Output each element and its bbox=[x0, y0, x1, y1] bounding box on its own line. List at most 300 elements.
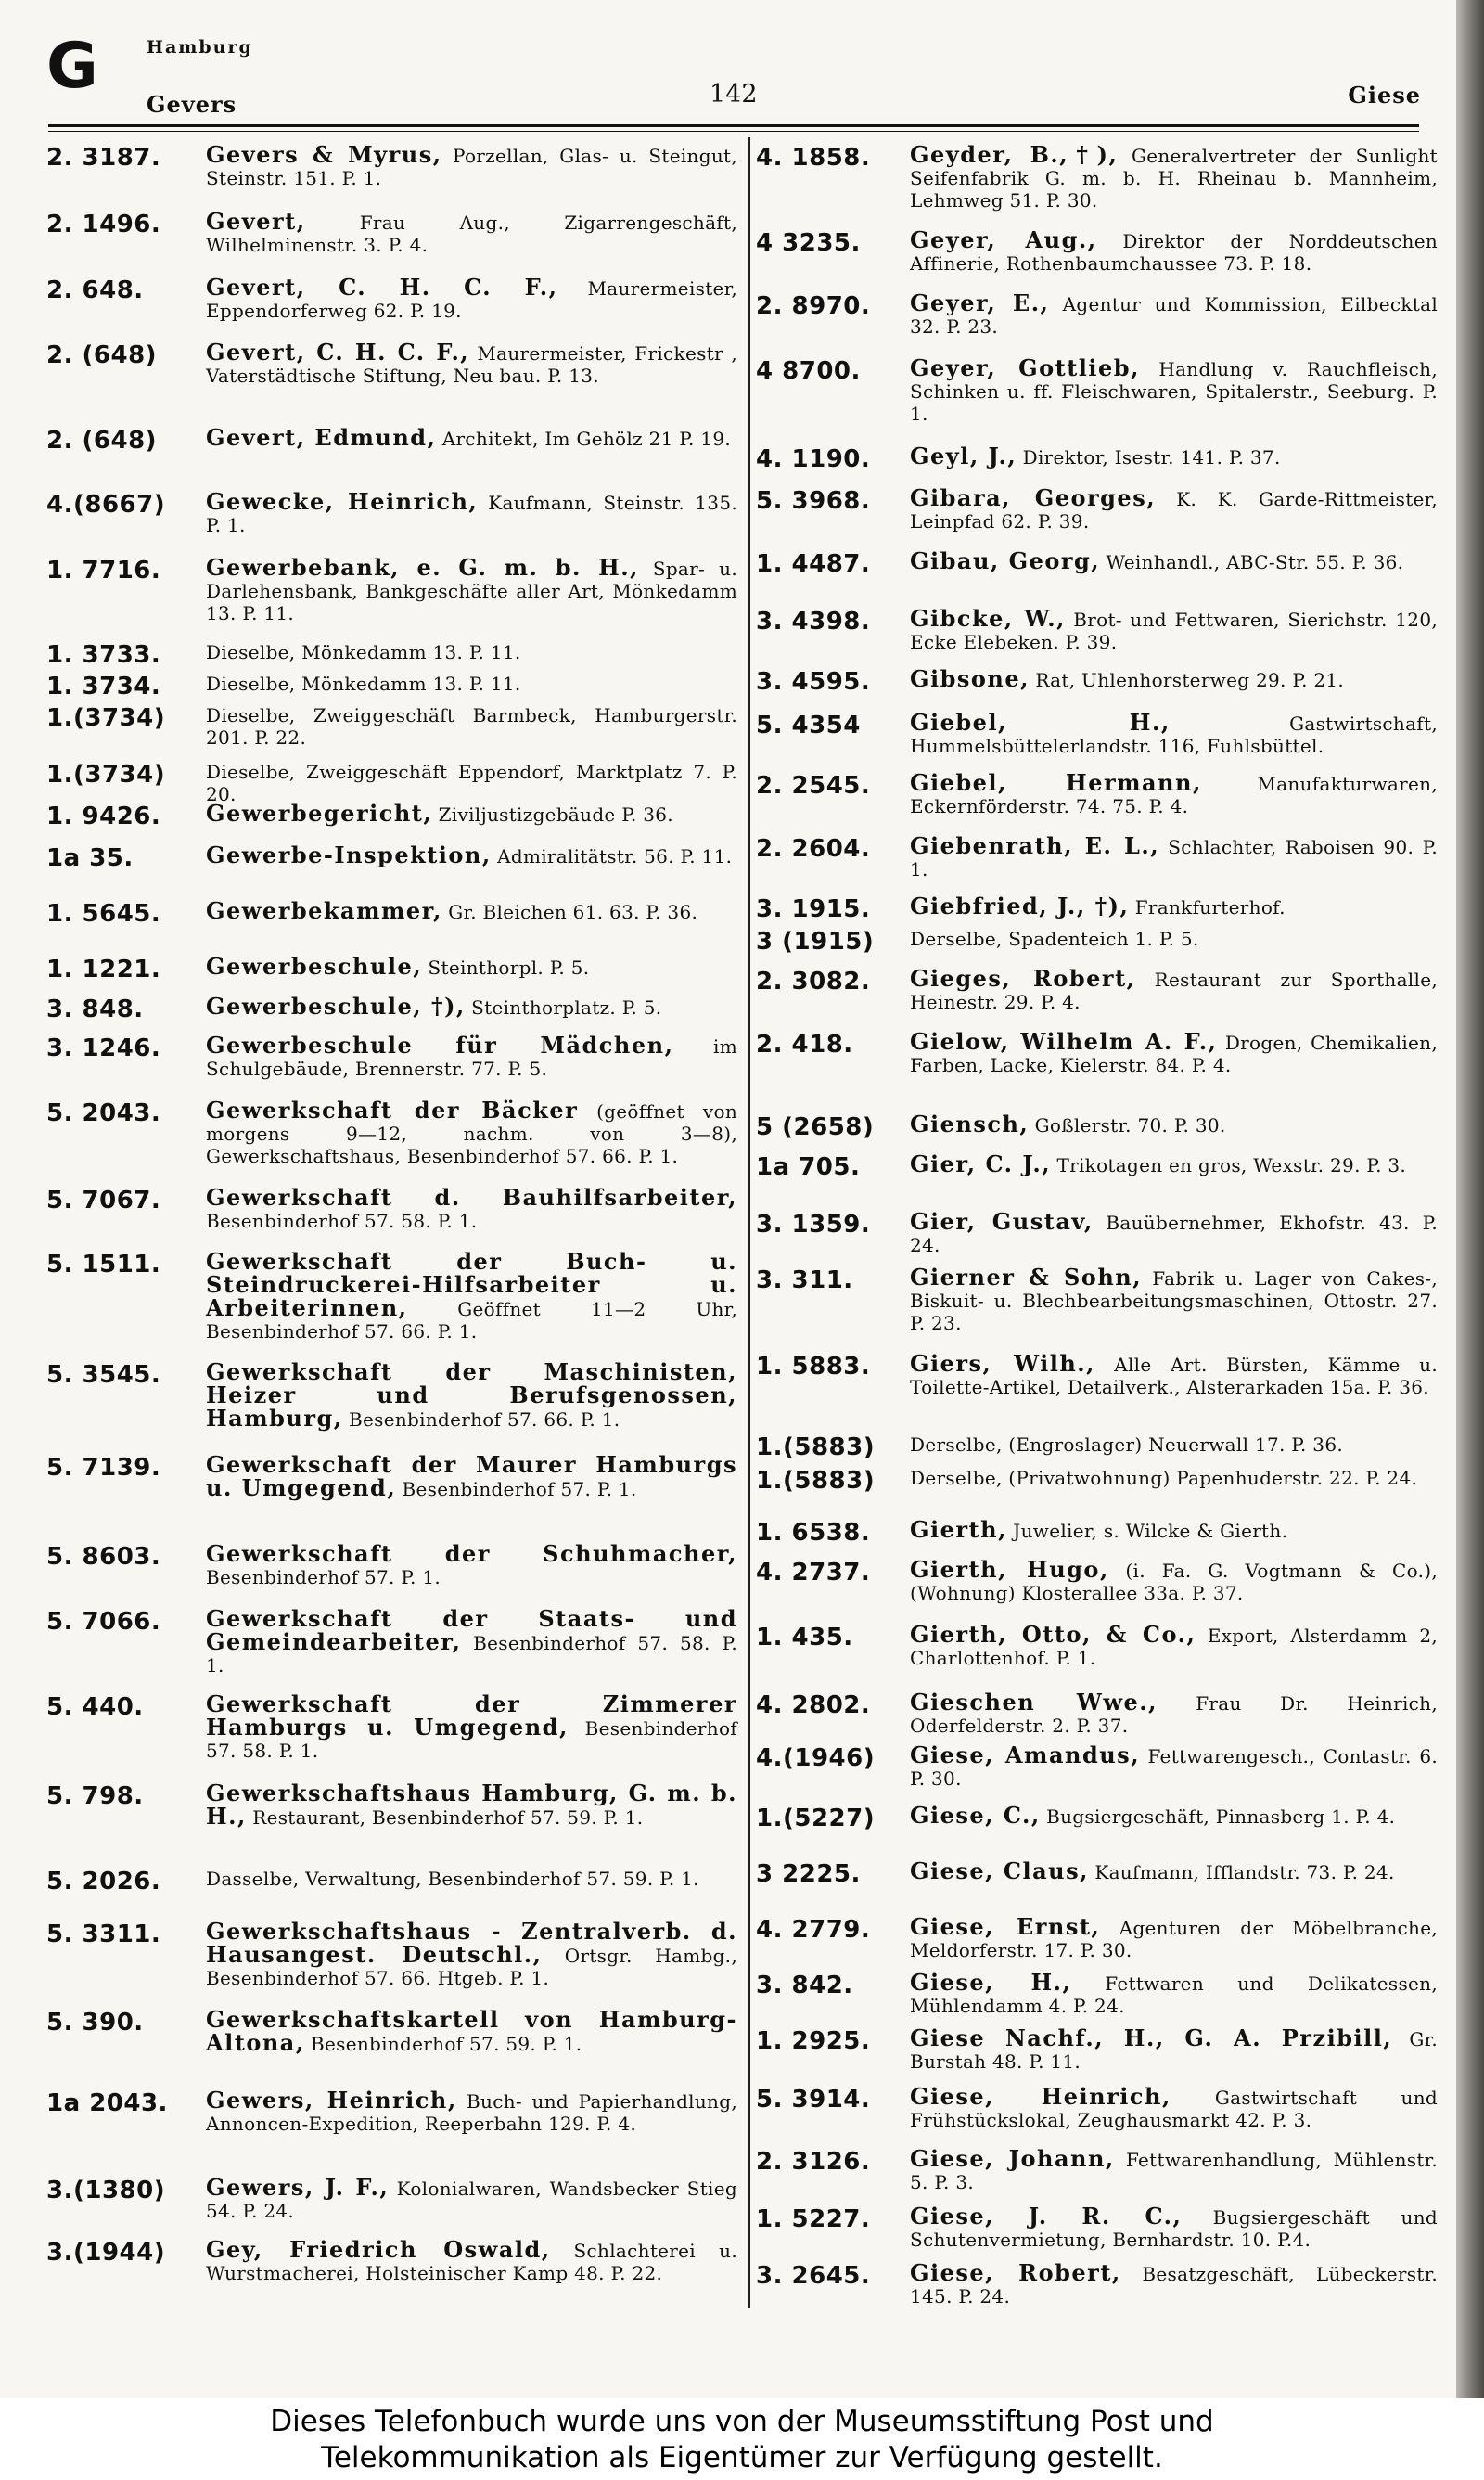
phone-number: 5. 7139. bbox=[46, 1454, 161, 1482]
entry-text bbox=[910, 1969, 1439, 2017]
phone-number: 1a 705. bbox=[756, 1153, 861, 1181]
header-rule-thick bbox=[48, 124, 1419, 127]
subscriber-details: Kaufmann, Steinstr. 135. P. 1. bbox=[206, 492, 737, 536]
entry-text bbox=[206, 844, 737, 867]
subscriber-details: Gr. Burstah 48. P. 11. bbox=[910, 2028, 1438, 2073]
phone-number: 4. 2779. bbox=[756, 1916, 871, 1944]
phone-number: 2. 3082. bbox=[756, 968, 871, 996]
phone-number: 1. 4487. bbox=[756, 550, 871, 578]
subscriber-name: Gewerbeschule, †), bbox=[206, 993, 466, 1020]
subscriber-details: Frau Aug., Zigarrengeschäft, Wilhelminenstr. 3. P. 4. bbox=[206, 212, 737, 256]
phone-number: 1. 6538. bbox=[756, 1519, 871, 1547]
subscriber-details: Weinhandl., ABC-Str. 55. P. 36. bbox=[1106, 551, 1404, 573]
subscriber-name: Gewerbeschule für Mädchen, bbox=[206, 1032, 674, 1059]
entry-text bbox=[206, 1782, 737, 1829]
subscriber-details: Spar- u. Darlehensbank, Bankgeschäfte aller Art, Mönkedamm 13. P. 11. bbox=[206, 558, 737, 624]
phone-number: 5. 3914. bbox=[756, 2086, 871, 2114]
directory-entry bbox=[46, 1358, 737, 1432]
subscriber-name: Gewerkschaft der Zimmerer Hamburgs u. Umgegend, bbox=[206, 1690, 737, 1741]
entry-text bbox=[910, 1741, 1438, 1790]
entry-text bbox=[206, 1451, 737, 1501]
entry-text bbox=[910, 1208, 1438, 1256]
subscriber-details: Besenbinderhof 57. 58. P. 1. bbox=[206, 1717, 737, 1762]
subscriber-details: Kolonialwaren, Wandsbecker Stieg 54. P. 24. bbox=[206, 2178, 737, 2222]
subscriber-name: Gieschen Wwe., bbox=[910, 1689, 1158, 1715]
phone-number: 2. (648) bbox=[46, 341, 158, 369]
directory-entry bbox=[756, 2024, 1438, 2073]
directory-entry bbox=[756, 1350, 1438, 1398]
phone-number: 5. 7067. bbox=[46, 1187, 161, 1214]
subscriber-name: Gevers & Myrus, bbox=[206, 141, 442, 168]
phone-number: 1. 2925. bbox=[756, 2027, 871, 2055]
directory-entry bbox=[46, 993, 737, 1023]
directory-entry bbox=[46, 488, 737, 536]
subscriber-details: Besatzgeschäft, Lübeckerstr. 145. P. 24. bbox=[910, 2263, 1439, 2307]
phone-number: 4. 2802. bbox=[756, 1691, 871, 1719]
subscriber-details: Schlachter, Raboisen 90. P. 1. bbox=[910, 836, 1438, 880]
phone-number: 3. 1246. bbox=[46, 1034, 161, 1062]
phone-number: 4 3235. bbox=[756, 229, 861, 257]
entry-text bbox=[910, 226, 1439, 275]
directory-entry bbox=[756, 1266, 1438, 1334]
subscriber-details: Agentur und Kommission, Eilbecktal 32. P. 23. bbox=[910, 293, 1439, 338]
phone-number: 4.(8667) bbox=[46, 491, 166, 519]
phone-number: 4.(1946) bbox=[756, 1744, 876, 1772]
subscriber-details: Steinthorpl. P. 5. bbox=[428, 957, 590, 979]
directory-entry bbox=[46, 842, 737, 872]
phone-number: 1. 7716. bbox=[46, 557, 161, 585]
phone-number: 3. 4398. bbox=[756, 608, 871, 636]
entry-text bbox=[910, 832, 1438, 880]
phone-number: 5. 2043. bbox=[46, 1099, 161, 1127]
phone-number: 1. 3733. bbox=[46, 641, 161, 669]
phone-number: 3. 2645. bbox=[756, 2262, 871, 2290]
page-edge-shadow bbox=[1456, 0, 1484, 2398]
first-entry-keyword: Gevers bbox=[147, 91, 237, 118]
entry-text bbox=[910, 2205, 1438, 2251]
column-divider bbox=[748, 137, 750, 2308]
directory-entry bbox=[756, 928, 1438, 956]
directory-entry bbox=[46, 1540, 737, 1588]
phone-number: 5. 1511. bbox=[46, 1251, 161, 1279]
subscriber-name: Giese, J. R. C., bbox=[910, 2203, 1183, 2229]
entry-text bbox=[910, 1621, 1439, 1669]
directory-entry bbox=[756, 893, 1438, 923]
subscriber-details: Fettwarengesch., Contastr. 6. P. 30. bbox=[910, 1745, 1438, 1790]
subscriber-name: Gewerbekammer, bbox=[206, 897, 442, 924]
entry-text bbox=[910, 1467, 1438, 1489]
entry-text bbox=[910, 484, 1438, 533]
phone-number: 1. 5645. bbox=[46, 900, 161, 928]
directory-entry bbox=[756, 769, 1438, 817]
phone-number: 4. 2737. bbox=[756, 1559, 871, 1587]
subscriber-details: Alle Art. Bürsten, Kämme u. Toilette-Artikel, Detailverk., Alsterarkaden 15a. P. 36. bbox=[910, 1354, 1438, 1398]
phone-number: 5. 4354 bbox=[756, 712, 861, 739]
subscriber-name: Giebfried, J., †), bbox=[910, 893, 1130, 919]
subscriber-details: Restaurant, Besenbinderhof 57. 59. P. 1. bbox=[252, 1806, 644, 1829]
entry-text bbox=[910, 445, 1438, 469]
subscriber-details: Besenbinderhof 57. 58. P. 1. bbox=[206, 1210, 478, 1232]
directory-entry bbox=[46, 1605, 737, 1677]
entry-text bbox=[910, 2145, 1438, 2193]
subscriber-name: Gierth, Hugo, bbox=[910, 1556, 1109, 1583]
entry-text bbox=[910, 1350, 1438, 1398]
entry-text bbox=[206, 1605, 737, 1677]
entry-text bbox=[206, 1358, 737, 1432]
subscriber-details: (i. Fa. G. Vogtmann & Co.), (Wohnung) Klosterallee 33a. P. 37. bbox=[910, 1560, 1438, 1604]
subscriber-details: Architekt, Im Gehölz 21 P. 19. bbox=[441, 428, 732, 450]
entry-text bbox=[910, 141, 1438, 212]
entry-text bbox=[206, 2089, 737, 2135]
subscriber-name: Gewecke, Heinrich, bbox=[206, 488, 479, 515]
entry-text bbox=[206, 341, 737, 387]
subscriber-name: Gevert, C. H. C. F., bbox=[206, 274, 558, 301]
last-entry-keyword: Giese bbox=[1348, 82, 1421, 109]
phone-number: 2. 2545. bbox=[756, 772, 871, 800]
phone-number: 2. 3187. bbox=[46, 144, 161, 172]
directory-entry bbox=[46, 897, 737, 928]
directory-entry bbox=[46, 673, 737, 700]
phone-number: 1a 35. bbox=[46, 844, 134, 872]
directory-entry bbox=[756, 2145, 1438, 2193]
subscriber-details: Frau Dr. Heinrich, Oderfelderstr. 2. P. 37. bbox=[910, 1692, 1438, 1737]
directory-entry bbox=[756, 665, 1438, 696]
phone-number: 3. 1359. bbox=[756, 1211, 871, 1239]
entry-text bbox=[910, 1802, 1438, 1829]
subscriber-details: Bugsiergeschäft und Schutenvermietung, Bernhardstr. 10. P.4. bbox=[910, 2206, 1438, 2251]
directory-entry bbox=[756, 2205, 1438, 2251]
subscriber-details: Dasselbe, Verwaltung, Besenbinderhof 57. 59. P. 1. bbox=[206, 1868, 699, 1890]
entry-text bbox=[910, 928, 1438, 950]
phone-number: 1.(5227) bbox=[756, 1805, 876, 1832]
entry-text bbox=[206, 2006, 737, 2056]
directory-entry bbox=[756, 1913, 1438, 1961]
directory-entry bbox=[46, 1248, 737, 1343]
subscriber-details: im Schulgebäude, Brennerstr. 77. P. 5. bbox=[206, 1035, 737, 1080]
directory-entry bbox=[46, 2006, 737, 2056]
phone-number: 4. 1858. bbox=[756, 144, 871, 172]
directory-entry bbox=[756, 484, 1438, 533]
phone-number: 1a 2043. bbox=[46, 2089, 168, 2117]
directory-entry bbox=[46, 641, 737, 669]
subscriber-name: Geyl, J., bbox=[910, 443, 1017, 469]
directory-entry bbox=[756, 1150, 1438, 1181]
subscriber-details: Goßlerstr. 70. P. 30. bbox=[1034, 1114, 1226, 1137]
directory-entry bbox=[756, 226, 1439, 275]
subscriber-details: Schlachterei u. Wurstmacherei, Holsteinischer Kamp 48. P. 22. bbox=[206, 2240, 737, 2284]
subscriber-details: Besenbinderhof 57. 58. P. 1. bbox=[206, 1632, 737, 1677]
entry-text bbox=[910, 895, 1438, 919]
subscriber-details: Agenturen der Möbelbranche, Meldorferstr. 17. P. 30. bbox=[910, 1917, 1438, 1961]
subscriber-details: Dieselbe, Mönkedamm 13. P. 11. bbox=[206, 641, 521, 663]
subscriber-name: Gewerkschaftshaus Hamburg, G. m. b. H., bbox=[206, 1780, 737, 1830]
directory-entry bbox=[756, 1556, 1438, 1604]
subscriber-details: Kaufmann, Ifflandstr. 73. P. 24. bbox=[1094, 1861, 1395, 1883]
phone-number: 1. 5227. bbox=[756, 2205, 871, 2233]
directory-entry bbox=[46, 1099, 737, 1167]
phone-number: 3. 842. bbox=[756, 1972, 853, 1999]
phone-number: 1. 435. bbox=[756, 1624, 853, 1651]
entry-text bbox=[910, 2083, 1438, 2131]
subscriber-name: Gieges, Robert, bbox=[910, 965, 1136, 992]
directory-entry bbox=[46, 2174, 737, 2222]
subscriber-name: Gewers, Heinrich, bbox=[206, 2087, 457, 2114]
directory-entry bbox=[756, 965, 1438, 1013]
subscriber-details: Ziviljustizgebäude P. 36. bbox=[438, 803, 673, 826]
subscriber-name: Giensch, bbox=[910, 1111, 1030, 1137]
phone-number: 3.(1380) bbox=[46, 2177, 166, 2204]
directory-entry bbox=[756, 1208, 1438, 1256]
subscriber-details: Derselbe, Spadenteich 1. P. 5. bbox=[910, 928, 1199, 950]
subscriber-details: Bauübernehmer, Ekhofstr. 43. P. 24. bbox=[910, 1212, 1438, 1256]
phone-number: 3. 4595. bbox=[756, 668, 871, 696]
subscriber-name: Gibsone, bbox=[910, 665, 1030, 692]
phone-number: 1. 3734. bbox=[46, 673, 161, 700]
subscriber-name: Gewerbebank, e. G. m. b. H., bbox=[206, 554, 640, 581]
subscriber-details: Besenbinderhof 57. P. 1. bbox=[206, 1566, 441, 1588]
subscriber-name: Gibau, Georg, bbox=[910, 547, 1101, 574]
subscriber-details: Bugsiergeschäft, Pinnasberg 1. P. 4. bbox=[1046, 1805, 1396, 1828]
entry-text bbox=[910, 2024, 1438, 2073]
phone-number: 2. 3126. bbox=[756, 2148, 871, 2176]
subscriber-details: Juwelier, s. Wilcke & Gierth. bbox=[1013, 1520, 1288, 1542]
directory-entry bbox=[756, 1111, 1438, 1141]
phone-number: 3. 311. bbox=[756, 1266, 853, 1294]
subscriber-name: Giese, Ernst, bbox=[910, 1913, 1101, 1940]
entry-text bbox=[206, 276, 737, 322]
directory-entry bbox=[756, 443, 1438, 473]
directory-entry bbox=[46, 761, 737, 805]
directory-entry bbox=[46, 2236, 737, 2284]
subscriber-details: Dieselbe, Zweiggeschäft Eppendorf, Marktplatz 7. P. 20. bbox=[206, 761, 737, 805]
directory-entry bbox=[46, 341, 737, 387]
entry-text bbox=[206, 1099, 737, 1167]
phone-number: 3.(1944) bbox=[46, 2239, 166, 2267]
directory-entry bbox=[46, 1782, 737, 1829]
directory-entry bbox=[756, 1802, 1438, 1832]
header-rule-thin bbox=[48, 131, 1419, 132]
entry-text bbox=[910, 965, 1438, 1013]
subscriber-details: Fettwaren und Delikatessen, Mühlendamm 4. P. 24. bbox=[910, 1972, 1439, 2017]
directory-entry bbox=[46, 554, 737, 624]
directory-entry bbox=[46, 1918, 737, 1989]
directory-entry bbox=[756, 141, 1438, 212]
entry-text bbox=[206, 1690, 737, 1762]
footer-line-2: Telekommunikation als Eigentümer zur Verfügung gestellt. bbox=[321, 2441, 1163, 2474]
subscriber-details: Direktor, Isestr. 141. P. 37. bbox=[1022, 446, 1281, 469]
subscriber-name: Gibcke, W., bbox=[910, 605, 1066, 632]
directory-entry bbox=[46, 208, 737, 256]
subscriber-name: Giese, H., bbox=[910, 1969, 1072, 1996]
entry-text bbox=[910, 1857, 1438, 1884]
subscriber-details: Gr. Bleichen 61. 63. P. 36. bbox=[448, 901, 698, 923]
directory-entry bbox=[756, 1028, 1438, 1076]
subscriber-name: Gielow, Wilhelm A. F., bbox=[910, 1028, 1218, 1055]
subscriber-name: Giebel, Hermann, bbox=[910, 769, 1202, 796]
subscriber-details: K. K. Garde-Rittmeister, Leinpfad 62. P. 39. bbox=[910, 488, 1438, 533]
entry-text bbox=[206, 641, 737, 663]
phone-number: 1.(3734) bbox=[46, 704, 166, 732]
subscriber-name: Geyer, E., bbox=[910, 289, 1050, 316]
entry-text bbox=[910, 1433, 1438, 1456]
entry-text bbox=[910, 605, 1439, 653]
subscriber-details: Generalvertreter der Sunlight Seifenfabrik G. m. b. H. Rheinau b. Mannheim, Lehmweg 51. P. 30. bbox=[910, 145, 1438, 212]
subscriber-name: Gierner & Sohn, bbox=[910, 1264, 1143, 1291]
subscriber-name: Geyder, B.,†), bbox=[910, 141, 1119, 168]
phone-number: 5. 3968. bbox=[756, 487, 871, 515]
subscriber-name: Giese, Heinrich, bbox=[910, 2083, 1171, 2110]
phone-number: 3. 848. bbox=[46, 996, 144, 1023]
directory-entry bbox=[756, 1857, 1438, 1888]
entry-text bbox=[910, 1028, 1438, 1076]
phone-number: 5. 3545. bbox=[46, 1361, 161, 1389]
subscriber-name: Geyer, Gottlieb, bbox=[910, 354, 1140, 381]
subscriber-details: Direktor der Norddeutschen Affinerie, Rothenbaumchaussee 73. P. 18. bbox=[910, 230, 1439, 275]
entry-text bbox=[910, 1150, 1438, 1177]
directory-entry bbox=[46, 1868, 737, 1895]
subscriber-name: Gibara, Georges, bbox=[910, 484, 1157, 511]
directory-entry bbox=[46, 1184, 737, 1232]
entry-text bbox=[206, 704, 737, 749]
directory-entry bbox=[756, 1516, 1438, 1547]
subscriber-details: Dieselbe, Zweiggeschäft Barmbeck, Hamburgerstr. 201. P. 22. bbox=[206, 704, 737, 749]
entry-text bbox=[910, 1266, 1438, 1334]
directory-entry bbox=[756, 1467, 1438, 1495]
subscriber-details: Derselbe, (Privatwohnung) Papenhuderstr. 22. P. 24. bbox=[910, 1467, 1418, 1489]
phone-number: 2. 648. bbox=[46, 276, 144, 304]
phone-number: 1. 1221. bbox=[46, 956, 161, 983]
entry-text bbox=[206, 1248, 737, 1343]
entry-text bbox=[910, 1113, 1438, 1137]
city-title: Hamburg bbox=[147, 37, 253, 58]
phone-number: 1.(5883) bbox=[756, 1433, 876, 1461]
entry-text bbox=[206, 897, 737, 924]
entry-text bbox=[910, 1556, 1438, 1604]
phone-number: 2. 8970. bbox=[756, 292, 871, 320]
phone-number: 5. 440. bbox=[46, 1693, 144, 1721]
entry-text bbox=[206, 488, 737, 536]
subscriber-details: Handlung v. Rauchfleisch, Schinken u. ff. Fleischwaren, Spitalerstr., Seeburg. P. 1. bbox=[910, 358, 1439, 425]
phone-number: 3 2225. bbox=[756, 1860, 861, 1888]
phone-number: 2. (648) bbox=[46, 427, 158, 455]
subscriber-name: Giese, C., bbox=[910, 1802, 1041, 1829]
entry-text bbox=[910, 769, 1438, 817]
subscriber-details: Export, Alsterdamm 2, Charlottenhof. P. 1. bbox=[910, 1625, 1439, 1669]
entry-text bbox=[910, 1691, 1438, 1737]
directory-entry bbox=[756, 1621, 1439, 1669]
phone-number: 5. 3311. bbox=[46, 1921, 161, 1948]
subscriber-name: Giers, Wilh., bbox=[910, 1350, 1096, 1377]
subscriber-name: Gierth, Otto, & Co., bbox=[910, 1621, 1196, 1648]
entry-text bbox=[206, 424, 737, 451]
phone-number: 5. 798. bbox=[46, 1782, 144, 1810]
directory-entry bbox=[46, 1451, 737, 1501]
directory-entry bbox=[756, 547, 1438, 578]
archive-footer bbox=[0, 2398, 1484, 2480]
subscriber-details: Porzellan, Glas- u. Steingut, Steinstr. 151. P. 1. bbox=[206, 145, 737, 189]
phone-number: 5. 8603. bbox=[46, 1543, 161, 1571]
subscriber-name: Gewerkschaft der Bäcker bbox=[206, 1097, 579, 1124]
directory-entry bbox=[46, 276, 737, 322]
phone-number: 1. 9426. bbox=[46, 803, 161, 830]
footer-line-1: Dieses Telefonbuch wurde uns von der Museumsstiftung Post und bbox=[270, 2405, 1214, 2438]
subscriber-details: Restaurant zur Sporthalle, Heinestr. 29. P. 4. bbox=[910, 969, 1438, 1013]
entry-text bbox=[206, 673, 737, 695]
subscriber-details: Maurermeister, Frickestr , Vaterstädtische Stiftung, Neu bau. P. 13. bbox=[206, 342, 737, 387]
phone-number: 5. 7066. bbox=[46, 1608, 161, 1636]
phone-number: 1.(5883) bbox=[756, 1467, 876, 1495]
directory-entry bbox=[756, 709, 1438, 757]
subscriber-name: Giese Nachf., H., G. A. Przibill, bbox=[910, 2024, 1393, 2051]
subscriber-name: Gewerbegericht, bbox=[206, 800, 433, 827]
subscriber-name: Giebenrath, E. L., bbox=[910, 832, 1160, 859]
subscriber-details: Besenbinderhof 57. 59. P. 1. bbox=[311, 2033, 582, 2055]
entry-text bbox=[206, 953, 737, 980]
subscriber-name: Giese, Claus, bbox=[910, 1857, 1089, 1884]
directory-entry bbox=[756, 2259, 1439, 2307]
entry-text bbox=[206, 141, 737, 189]
entry-text bbox=[206, 2236, 737, 2284]
subscriber-name: Gevert, Edmund, bbox=[206, 424, 437, 451]
subscriber-details: Drogen, Chemikalien, Farben, Lacke, Kielerstr. 84. P. 4. bbox=[910, 1032, 1438, 1076]
subscriber-name: Gewers, J. F., bbox=[206, 2174, 390, 2201]
entry-text bbox=[206, 1184, 737, 1232]
page-number: 142 bbox=[710, 80, 758, 109]
entry-text bbox=[910, 2259, 1439, 2307]
subscriber-name: Giese, Robert, bbox=[910, 2259, 1121, 2286]
subscriber-details: Trikotagen en gros, Wexstr. 29. P. 3. bbox=[1056, 1154, 1407, 1176]
subscriber-name: Giese, Amandus, bbox=[910, 1741, 1141, 1768]
entry-text bbox=[910, 1516, 1438, 1543]
entry-text bbox=[910, 1913, 1438, 1961]
subscriber-details: (geöffnet von morgens 9—12, nachm. von 3—8), Gewerkschaftshaus, Besenbinderhof 57. 66. P. 1. bbox=[206, 1100, 738, 1167]
subscriber-details: Besenbinderhof 57. 66. P. 1. bbox=[349, 1408, 620, 1431]
subscriber-name: Gewerbe-Inspektion, bbox=[206, 842, 492, 868]
phone-number: 5. 2026. bbox=[46, 1868, 161, 1895]
phone-number: 2. 418. bbox=[756, 1031, 853, 1059]
directory-entry bbox=[46, 2089, 737, 2135]
subscriber-name: Gewerkschaftskartell von Hamburg-Altona, bbox=[206, 2006, 737, 2056]
directory-entry bbox=[756, 1969, 1439, 2017]
subscriber-details: Geöffnet 11—2 Uhr, Besenbinderhof 57. 66. P. 1. bbox=[206, 1298, 737, 1343]
directory-entry bbox=[756, 1741, 1438, 1790]
phone-number: 4. 1190. bbox=[756, 445, 871, 473]
directory-entry bbox=[46, 1690, 737, 1762]
subscriber-name: Gevert, C. H. C. F., bbox=[206, 339, 470, 366]
subscriber-details: Steinthorplatz. P. 5. bbox=[471, 996, 662, 1019]
entry-text bbox=[206, 554, 737, 624]
subscriber-name: Gewerkschaft der Schuhmacher, bbox=[206, 1540, 737, 1567]
directory-entry bbox=[46, 141, 737, 189]
entry-text bbox=[206, 1868, 737, 1890]
subscriber-details: Fabrik u. Lager von Cakes-, Biskuit- u. Blechbearbeitungsmaschinen, Ottostr. 27. P. 23. bbox=[910, 1267, 1438, 1334]
phone-number: 3 (1915) bbox=[756, 928, 875, 956]
subscriber-name: Geyer, Aug., bbox=[910, 226, 1097, 253]
directory-entry bbox=[756, 605, 1439, 653]
entry-text bbox=[206, 761, 737, 805]
phone-number: 4 8700. bbox=[756, 357, 861, 385]
subscriber-details: Buch- und Papierhandlung, Annoncen-Expedition, Reeperbahn 129. P. 4. bbox=[206, 2090, 737, 2135]
section-letter: G bbox=[46, 30, 98, 103]
entry-text bbox=[206, 1034, 737, 1080]
subscriber-name: Gewerkschaft der Buch- u. Steindruckerei-Hilfsarbeiter u. Arbeiterinnen, bbox=[206, 1248, 737, 1321]
phone-number: 5. 390. bbox=[46, 2009, 144, 2037]
subscriber-details: Admiralitätstr. 56. P. 11. bbox=[497, 845, 733, 867]
subscriber-name: Giese, Johann, bbox=[910, 2145, 1115, 2172]
subscriber-name: Gey, Friedrich Oswald, bbox=[206, 2236, 551, 2263]
subscriber-details: Gastwirtschaft und Frühstückslokal, Zeughausmarkt 42. P. 3. bbox=[910, 2087, 1438, 2131]
entry-text bbox=[910, 709, 1438, 757]
